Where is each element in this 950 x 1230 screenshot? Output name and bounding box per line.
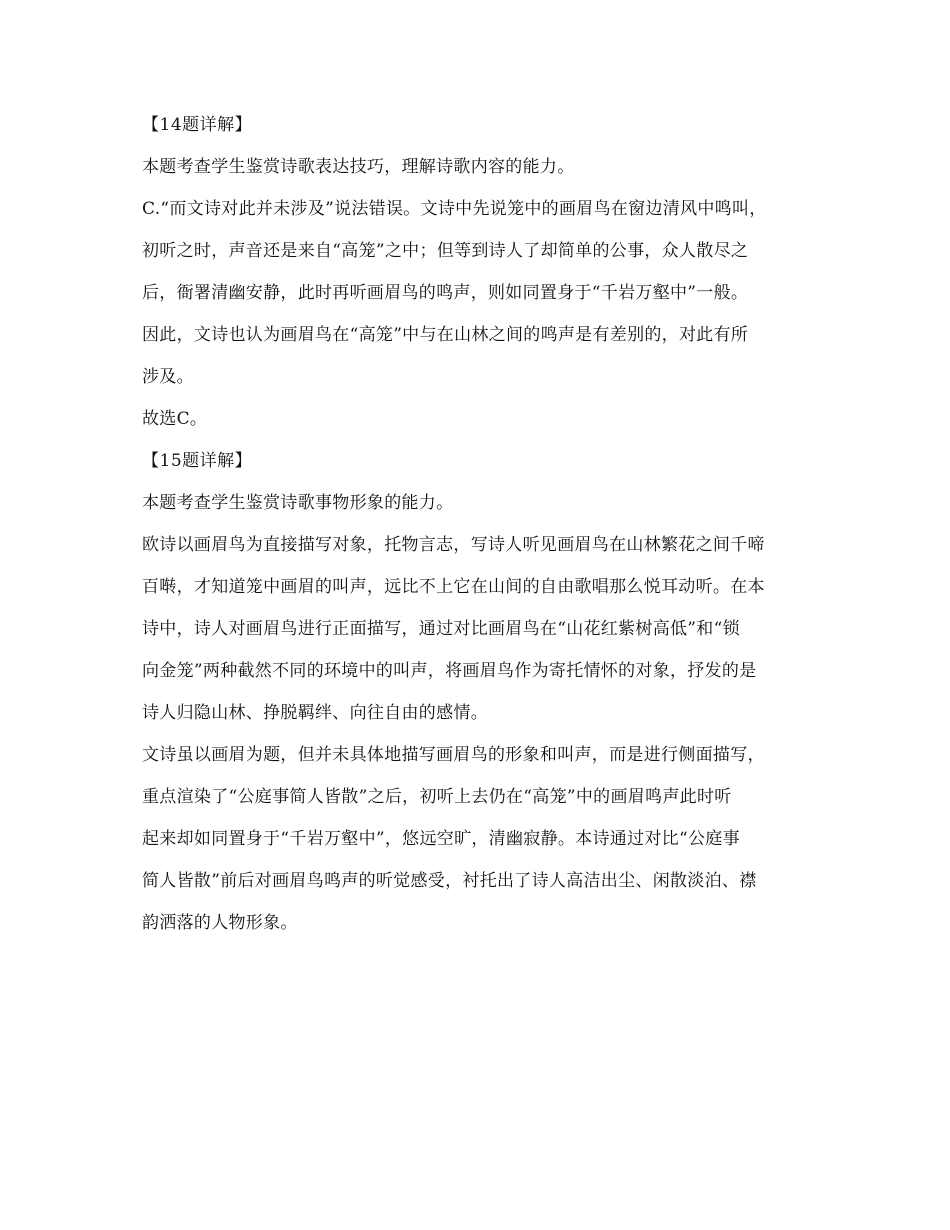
paragraph-line: 因此，文诗也认为画眉鸟在“高笼”中与在山林之间的鸣声是有差别的，对此有所 — [142, 325, 749, 345]
paragraph-line: 涉及。 — [142, 367, 194, 387]
paragraph-line: 欧诗以画眉鸟为直接描写对象，托物言志，写诗人听见画眉鸟在山林繁花之间千啼 — [142, 535, 765, 555]
paragraph-line: C.“而文诗对此并未涉及”说法错误。文诗中先说笼中的画眉鸟在窗边清风中鸣叫， — [142, 199, 767, 219]
paragraph-line: 诗中，诗人对画眉鸟进行正面描写，通过对比画眉鸟在“山花红紫树高低”和“锁 — [142, 619, 740, 639]
paragraph-line: 重点渲染了“公庭事简人皆散”之后，初听上去仍在“高笼”中的画眉鸣声此时听 — [142, 787, 732, 807]
paragraph-line: 百啭，才知道笼中画眉的叫声，远比不上它在山间的自由歌唱那么悦耳动听。在本 — [142, 577, 765, 597]
section-heading-q15: 【15题详解】 — [142, 451, 253, 471]
document-body — [142, 111, 822, 951]
paragraph-line: 诗人归隐山林、挣脱羁绊、向往自由的感情。 — [142, 703, 488, 723]
paragraph-line: 初听之时，声音还是来自“高笼”之中；但等到诗人了却简单的公事，众人散尽之 — [142, 241, 749, 261]
section-heading-q14: 【14题详解】 — [142, 115, 253, 135]
paragraph-line: 后，衙署清幽安静，此时再听画眉鸟的鸣声，则如同置身于“千岩万壑中”一般。 — [142, 283, 749, 303]
paragraph-line: 向金笼”两种截然不同的环境中的叫声，将画眉鸟作为寄托情怀的对象，抒发的是 — [142, 661, 757, 681]
answer-line: 故选C。 — [142, 409, 208, 429]
paragraph-line: 韵洒落的人物形象。 — [142, 913, 298, 933]
paragraph-line: 本题考查学生鉴赏诗歌事物形象的能力。 — [142, 493, 454, 513]
paragraph-line: 本题考查学生鉴赏诗歌表达技巧，理解诗歌内容的能力。 — [142, 157, 575, 177]
paragraph-line: 文诗虽以画眉为题，但并未具体地描写画眉鸟的形象和叫声，而是进行侧面描写， — [142, 745, 765, 765]
paragraph-line: 简人皆散”前后对画眉鸟鸣声的听觉感受，衬托出了诗人高洁出尘、闲散淡泊、襟 — [142, 871, 757, 891]
paragraph-line: 起来却如同置身于“千岩万壑中”，悠远空旷，清幽寂静。本诗通过对比“公庭事 — [142, 829, 740, 849]
